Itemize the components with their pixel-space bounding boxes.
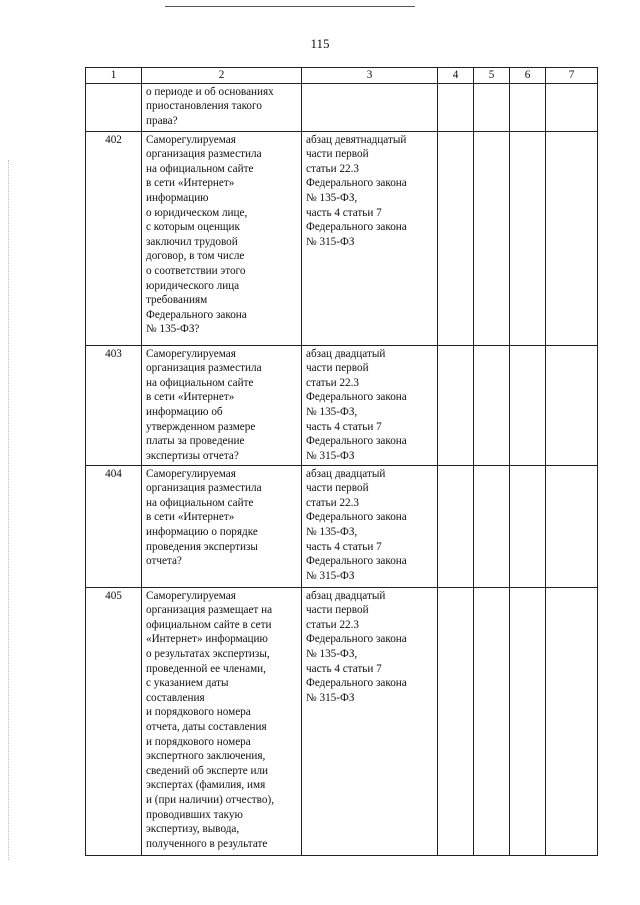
requirement-line: юридического лица — [146, 279, 240, 292]
requirement-line: о результатах экспертизы, — [146, 647, 270, 660]
column-header: 3 — [302, 68, 438, 84]
notes-cell — [546, 465, 598, 587]
reference-line: № 315-ФЗ — [306, 235, 355, 248]
table-header-row — [86, 68, 598, 84]
reference-line: Федерального закона — [306, 221, 407, 234]
answer-yes-cell — [438, 131, 474, 345]
reference-line: части первой — [306, 482, 369, 495]
table-row — [86, 131, 598, 345]
requirement-line: экспертизу, вывода, — [146, 823, 240, 836]
reference-line: Федерального закона — [306, 391, 407, 404]
requirement-line: платы за проведение — [146, 435, 245, 448]
reference-line: абзац девятнадцатый — [306, 133, 407, 146]
reference-line: Федерального закона — [306, 677, 407, 690]
reference-line: № 315-ФЗ — [306, 449, 355, 462]
requirement-line: отчета, даты составления — [146, 720, 267, 733]
requirement-line: экспертах (фамилия, имя — [146, 779, 266, 792]
reference-line: № 135-ФЗ, — [306, 191, 358, 204]
row-number — [86, 83, 142, 131]
legal-reference-cell — [302, 587, 438, 855]
notes-cell — [546, 83, 598, 131]
answer-yes-cell — [438, 465, 474, 587]
row-number: 404 — [86, 465, 142, 587]
requirement-cell — [142, 465, 302, 587]
requirement-line: информацию о порядке — [146, 525, 258, 538]
reference-line: часть 4 статьи 7 — [306, 662, 382, 675]
column-header: 2 — [142, 68, 302, 84]
notes-cell — [546, 587, 598, 855]
page-number: 115 — [310, 36, 330, 51]
requirement-line: и (при наличии) отчество), — [146, 793, 275, 806]
not-applicable-cell — [510, 131, 546, 345]
requirement-line: составления — [146, 691, 205, 704]
table-row — [86, 587, 598, 855]
requirement-cell — [142, 131, 302, 345]
reference-line: Федерального закона — [306, 177, 407, 190]
notes-cell — [546, 131, 598, 345]
requirement-line: № 135-ФЗ? — [146, 323, 200, 336]
reference-line: статьи 22.3 — [306, 496, 360, 509]
requirement-line: проводивших такую — [146, 808, 243, 821]
requirement-line: Саморегулируемая — [146, 347, 236, 360]
requirement-cell — [142, 83, 302, 131]
requirement-line: утвержденном размере — [146, 420, 256, 433]
legal-reference-cell — [302, 83, 438, 131]
reference-line: Федерального закона — [306, 511, 407, 524]
requirement-line: отчета? — [146, 555, 182, 568]
answer-no-cell — [474, 465, 510, 587]
requirement-line: договор, в том числе — [146, 250, 245, 263]
reference-line: Федерального закона — [306, 435, 407, 448]
requirement-line: организация разместила — [146, 482, 262, 495]
requirement-line: в сети «Интернет» — [146, 391, 235, 404]
reference-line: № 315-ФЗ — [306, 691, 355, 704]
reference-line: части первой — [306, 362, 369, 375]
notes-cell — [546, 345, 598, 465]
top-rule — [165, 6, 415, 7]
reference-line: № 135-ФЗ, — [306, 525, 358, 538]
requirement-line: и порядкового номера — [146, 735, 251, 748]
requirement-line: «Интернет» информацию — [146, 633, 268, 646]
answer-yes-cell — [438, 83, 474, 131]
reference-line: абзац двадцатый — [306, 467, 386, 480]
requirement-line: в сети «Интернет» — [146, 177, 235, 190]
answer-no-cell — [474, 345, 510, 465]
column-header: 7 — [546, 68, 598, 84]
requirement-line: Федерального закона — [146, 308, 247, 321]
column-header: 6 — [510, 68, 546, 84]
requirement-line: экспертного заключения, — [146, 750, 266, 763]
requirement-line: организация разместила — [146, 148, 262, 161]
margin-dotted-line — [8, 160, 10, 860]
reference-line: абзац двадцатый — [306, 589, 386, 602]
table-row — [86, 345, 598, 465]
reference-line: часть 4 статьи 7 — [306, 206, 382, 219]
requirement-line: Саморегулируемая — [146, 589, 236, 602]
row-number: 405 — [86, 587, 142, 855]
reference-line: статьи 22.3 — [306, 376, 360, 389]
requirement-line: о юридическом лице, — [146, 206, 248, 219]
reference-line: статьи 22.3 — [306, 618, 360, 631]
requirement-line: официальном сайте в сети — [146, 618, 272, 631]
reference-line: части первой — [306, 148, 369, 161]
not-applicable-cell — [510, 465, 546, 587]
reference-line: Федерального закона — [306, 633, 407, 646]
requirement-cell — [142, 587, 302, 855]
requirement-line: сведений об эксперте или — [146, 764, 269, 777]
reference-line: № 315-ФЗ — [306, 569, 355, 582]
requirement-line: организация разместила — [146, 362, 262, 375]
row-number: 402 — [86, 131, 142, 345]
legal-reference-cell — [302, 345, 438, 465]
checklist-table — [85, 67, 598, 856]
requirement-line: информацию об — [146, 405, 223, 418]
not-applicable-cell — [510, 345, 546, 465]
requirement-line: на официальном сайте — [146, 496, 254, 509]
requirement-line: о соответствии этого — [146, 264, 246, 277]
answer-no-cell — [474, 587, 510, 855]
answer-no-cell — [474, 131, 510, 345]
requirement-line: с которым оценщик — [146, 221, 240, 234]
requirement-line: Саморегулируемая — [146, 133, 236, 146]
reference-line: часть 4 статьи 7 — [306, 420, 382, 433]
table-row — [86, 465, 598, 587]
requirement-line: экспертизы отчета? — [146, 449, 239, 462]
column-header: 4 — [438, 68, 474, 84]
row-number: 403 — [86, 345, 142, 465]
reference-line: статьи 22.3 — [306, 162, 360, 175]
reference-line: № 135-ФЗ, — [306, 647, 358, 660]
requirement-line: организация размещает на — [146, 604, 273, 617]
requirement-cell — [142, 345, 302, 465]
requirement-line: о периоде и об основаниях — [146, 85, 274, 98]
requirement-line: и порядкового номера — [146, 706, 251, 719]
requirement-line: на официальном сайте — [146, 162, 254, 175]
requirement-line: проведения экспертизы — [146, 540, 258, 553]
requirement-line: заключил трудовой — [146, 235, 238, 248]
reference-line: часть 4 статьи 7 — [306, 540, 382, 553]
answer-yes-cell — [438, 587, 474, 855]
requirement-line: проведенной ее членами, — [146, 662, 266, 675]
legal-reference-cell — [302, 131, 438, 345]
requirement-line: с указанием даты — [146, 677, 229, 690]
answer-no-cell — [474, 83, 510, 131]
column-header: 1 — [86, 68, 142, 84]
requirement-line: информацию — [146, 191, 209, 204]
table-row — [86, 83, 598, 131]
requirement-line: в сети «Интернет» — [146, 511, 235, 524]
requirement-line: полученного в результате — [146, 837, 268, 850]
reference-line: части первой — [306, 604, 369, 617]
column-header: 5 — [474, 68, 510, 84]
not-applicable-cell — [510, 587, 546, 855]
requirement-line: приостановления такого — [146, 100, 262, 113]
not-applicable-cell — [510, 83, 546, 131]
requirement-line: права? — [146, 114, 178, 127]
reference-line: Федерального закона — [306, 555, 407, 568]
reference-line: абзац двадцатый — [306, 347, 386, 360]
reference-line: № 135-ФЗ, — [306, 405, 358, 418]
answer-yes-cell — [438, 345, 474, 465]
requirement-line: на официальном сайте — [146, 376, 254, 389]
requirement-line: Саморегулируемая — [146, 467, 236, 480]
legal-reference-cell — [302, 465, 438, 587]
requirement-line: требованиям — [146, 294, 208, 307]
